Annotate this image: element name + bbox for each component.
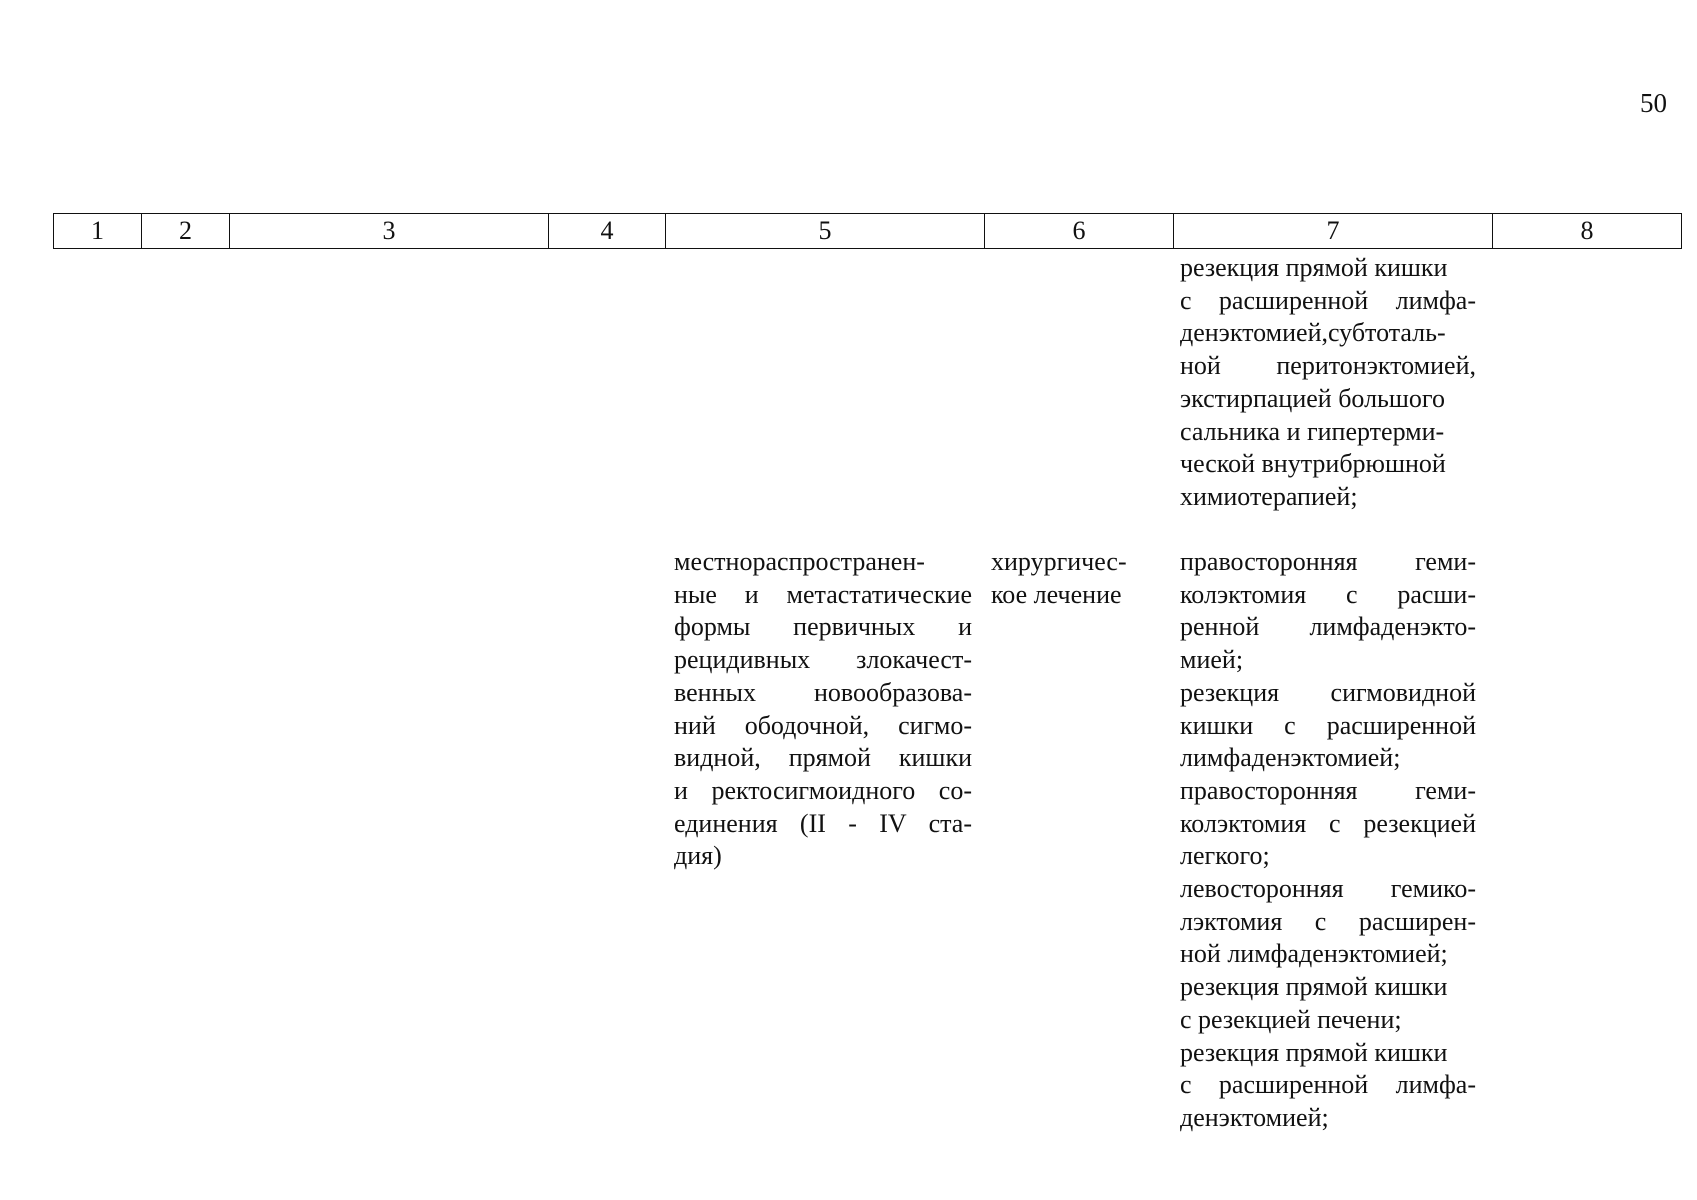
text-line: колэктомия с резекцией [1180, 808, 1476, 838]
text-line: денэктомией; [1180, 1102, 1329, 1132]
text-line: и ректосигмоидного со- [674, 775, 972, 805]
text-line: химиотерапией; [1180, 481, 1358, 511]
text-line: ний ободочной, сигмо- [674, 710, 972, 740]
text-line: ной лимфаденэктомией; [1180, 939, 1448, 969]
text-line: сальника и гипертерми- [1180, 416, 1445, 446]
text-line: рецидивных злокачест- [674, 645, 972, 675]
column-number-5: 5 [666, 214, 985, 249]
text-line: местнораспространен- [674, 547, 925, 576]
text-line: резекция сигмовидной [1180, 677, 1476, 707]
row2-col6-treatment-type [991, 546, 1141, 611]
text-line: дия) [674, 841, 722, 871]
page-number: 50 [1640, 88, 1667, 118]
text-line: ной перитонэктомией, [1180, 351, 1476, 381]
text-line: лэктомия с расширен- [1180, 906, 1476, 936]
text-line: ренной лимфаденэкто- [1180, 612, 1476, 642]
text-line: кое лечение [991, 579, 1122, 609]
column-number-8: 8 [1493, 214, 1682, 249]
row1-col7-methods [1180, 252, 1476, 514]
text-line: формы первичных и [674, 612, 972, 642]
text-line: венных новообразова- [674, 677, 972, 707]
text-line: видной, прямой кишки [674, 743, 972, 773]
text-line: правосторонняя геми- [1180, 775, 1476, 805]
text-line: кишки с расширенной [1180, 710, 1476, 740]
text-line: мией; [1180, 645, 1244, 675]
text-line: с расширенной лимфа- [1180, 285, 1476, 315]
column-number-1: 1 [54, 214, 142, 249]
text-line: резекция прямой кишки [1180, 972, 1448, 1002]
column-number-3: 3 [230, 214, 549, 249]
text-line: с резекцией печени; [1180, 1004, 1402, 1034]
column-number-header [53, 213, 1682, 249]
column-number-2: 2 [142, 214, 230, 249]
header-row [54, 214, 1682, 249]
text-line: ные и метастатические [674, 579, 972, 609]
row2-col5-diagnosis [674, 546, 972, 873]
text-line: денэктомией,субтоталь- [1180, 318, 1446, 348]
text-line: ческой внутрибрюшной [1180, 449, 1446, 479]
row2-col7-methods [1180, 546, 1476, 1135]
text-line: лимфаденэктомией; [1180, 743, 1401, 773]
column-number-6: 6 [985, 214, 1174, 249]
text-line: единения (II - IV ста- [674, 808, 972, 838]
text-line: легкого; [1180, 841, 1270, 871]
text-line: хирургичес- [991, 547, 1127, 576]
text-line: правосторонняя геми- [1180, 547, 1476, 576]
text-line: резекция прямой кишки [1180, 253, 1448, 282]
text-line: экстирпацией большого [1180, 383, 1445, 413]
column-number-7: 7 [1174, 214, 1493, 249]
text-line: с расширенной лимфа- [1180, 1070, 1476, 1100]
text-line: резекция прямой кишки [1180, 1037, 1448, 1067]
text-line: колэктомия с расши- [1180, 579, 1476, 609]
text-line: левосторонняя гемико- [1180, 874, 1476, 904]
column-number-4: 4 [549, 214, 666, 249]
